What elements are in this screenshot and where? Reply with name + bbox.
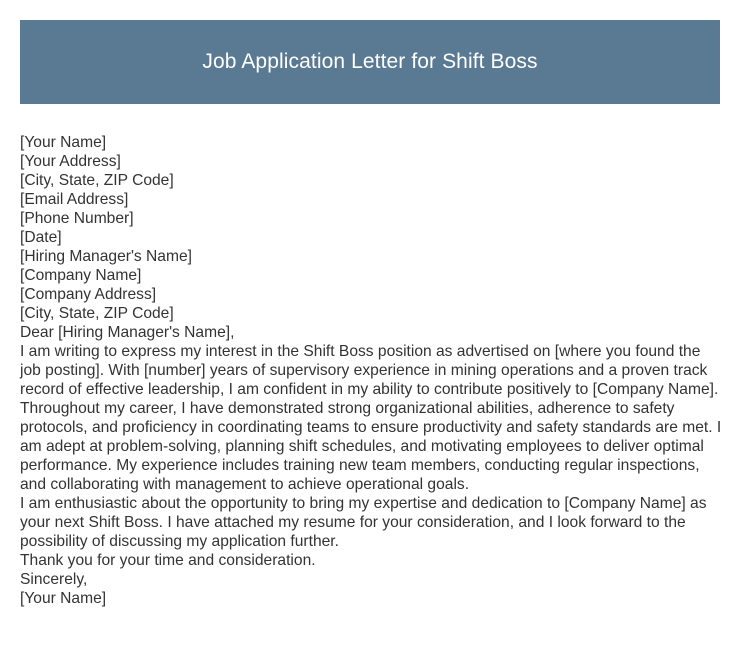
- paragraph-intro: I am writing to express my interest in the Shift Boss position as advertised on [where you found the job posting]. With [number] years of supervisory experience in mining operations and a proven track record of effective leadership, I am confident in my ability to contribute positively to [Company Name].: [20, 343, 719, 398]
- letter-body: [20, 133, 722, 608]
- sender-email: [Email Address]: [20, 191, 129, 208]
- recipient-city: [City, State, ZIP Code]: [20, 305, 174, 322]
- recipient-company: [Company Name]: [20, 267, 142, 284]
- recipient-address: [Company Address]: [20, 286, 157, 303]
- sender-address: [Your Address]: [20, 153, 121, 170]
- paragraph-enthusiasm: I am enthusiastic about the opportunity to bring my expertise and dedication to [Company Name] as your next Shift Boss. I have attached my resume for your consideration, and I look forward to the possibility of discussing my application further.: [20, 495, 707, 550]
- title-banner: [20, 20, 720, 104]
- paragraph-experience: Throughout my career, I have demonstrated strong organizational abilities, adherence to safety protocols, and proficiency in coordinating teams to ensure productivity and safety standards are met. I am adept at problem-solving, planning shift schedules, and motivating employees to deliver optimal performance. My experience includes training new team members, conducting regular inspections, and collaborating with management to achieve operational goals.: [20, 400, 722, 493]
- closing: Sincerely,: [20, 571, 88, 588]
- sender-name: [Your Name]: [20, 134, 107, 151]
- paragraph-thanks: Thank you for your time and consideration.: [20, 552, 316, 569]
- signature: [Your Name]: [20, 590, 107, 607]
- sender-phone: [Phone Number]: [20, 210, 134, 227]
- letter-date: [Date]: [20, 229, 62, 246]
- sender-city: [City, State, ZIP Code]: [20, 172, 174, 189]
- recipient-name: [Hiring Manager's Name]: [20, 248, 192, 265]
- salutation: Dear [Hiring Manager's Name],: [20, 324, 235, 341]
- page-title: Job Application Letter for Shift Boss: [202, 50, 538, 73]
